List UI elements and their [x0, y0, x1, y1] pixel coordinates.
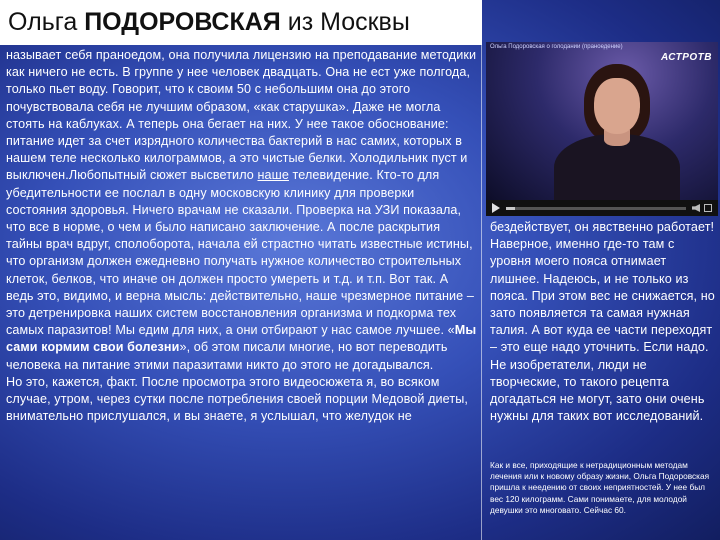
article-underlined-word: наше [257, 168, 289, 183]
title-surname: ПОДОРОВСКАЯ [84, 8, 281, 36]
video-player[interactable] [486, 42, 718, 216]
title-first-name: Ольга [8, 8, 85, 36]
article-bold-quote: Мы сами кормим свои болезни [6, 323, 477, 355]
right-paragraph: бездействует, он явственно работает! Наверное, именно где-то там с уровня моего пояса отнимает лишнее. Надеюсь, и не только из пояса. При этом вес не снижается, но зато появляется та самая нужная талия. А вот куда ее части переходят – это еще надо уточнить. Если надо. Не изобретатели, люди не творческие, то такого рецепта догадаться не могут, зато они очень нужны для таких вот исследований. [490, 220, 715, 424]
video-frame[interactable] [486, 42, 718, 200]
fullscreen-icon[interactable] [704, 204, 712, 212]
video-caption: Ольга Подоровская о голодании (праноедение) [490, 44, 623, 50]
small-note-text: Как и все, приходящие к нетрадиционным методам лечения или к новому образу жизни, Ольга Подоровская пришла к неедению от своих неприятностей. У нее был вес 120 килограмм. Сами понимаете, для молодой девушки это многовато. Сейчас 60. [490, 460, 710, 515]
volume-icon[interactable] [692, 204, 700, 212]
video-progress-fill [506, 207, 515, 210]
play-icon[interactable] [492, 203, 500, 213]
article-text-2: телевидение. Кто-то для убедительности ее послал в одну московскую клинику для проверки состояния здоровья. Ничего врачам не сказали. Проверка на УЗИ показала, что все в норме, о чем и было написано заключение. А после раскрытия тайны врач вдруг, сполоборота, начала ей страстно читать известные истины, что организм должен ежедневно получать нужное количество строительных клеток, белков, что иначе он должен просто умереть и т.д. и т.п. Вот так. А ведь это, видимо, и верна мысль: действительно, наше чрезмерное питание – это детренировка наших систем восстановления организма и подкорма тех самых паразитов! Мы едим для них, а они отбирают у нас самое лучшее. « [6, 168, 474, 338]
article-body [6, 47, 478, 425]
video-controls [486, 200, 718, 216]
video-progress-bar[interactable] [506, 207, 686, 210]
page-title [0, 0, 482, 45]
channel-logo: АСТРОТВ [661, 52, 712, 63]
title-city: из Москвы [280, 8, 410, 36]
article-paragraph [6, 47, 478, 374]
article-text-3: », об этом писали многие, но вот переводить человека на питание этими паразитами никто до этого не догадывался. [6, 340, 448, 372]
presenter-face [594, 78, 640, 134]
article-text-1: называет себя праноедом, она получила лицензию на преподавание методики как ничего не есть. В группе у нее человек двадцать. Она не ест уже полгода, только пьет воду. Говорит, что к своим 50 с небольшим она до этого почувствовала себя не лучшим образом, «как старушка». Даже не могла стоять на каблуках. А теперь она бегает на них. У нее такое обоснование: питание идет за счет изрядного количества бактерий в нас самих, которых в нашем теле несколько килограммов, а это чистые белки. Холодильник пуст и выключен.Любопытный сюжет высветило [6, 48, 477, 183]
right-column-text [490, 219, 718, 425]
small-note [490, 460, 718, 516]
article-paragraph-2: Но это, кажется, факт. После просмотра этого видеосюжета я, во всяком случае, утром, через сутки после потребления своей порции Медовой диеты, внимательно прислушался, и вы знаете, я услышал, что желудок не [6, 374, 468, 424]
